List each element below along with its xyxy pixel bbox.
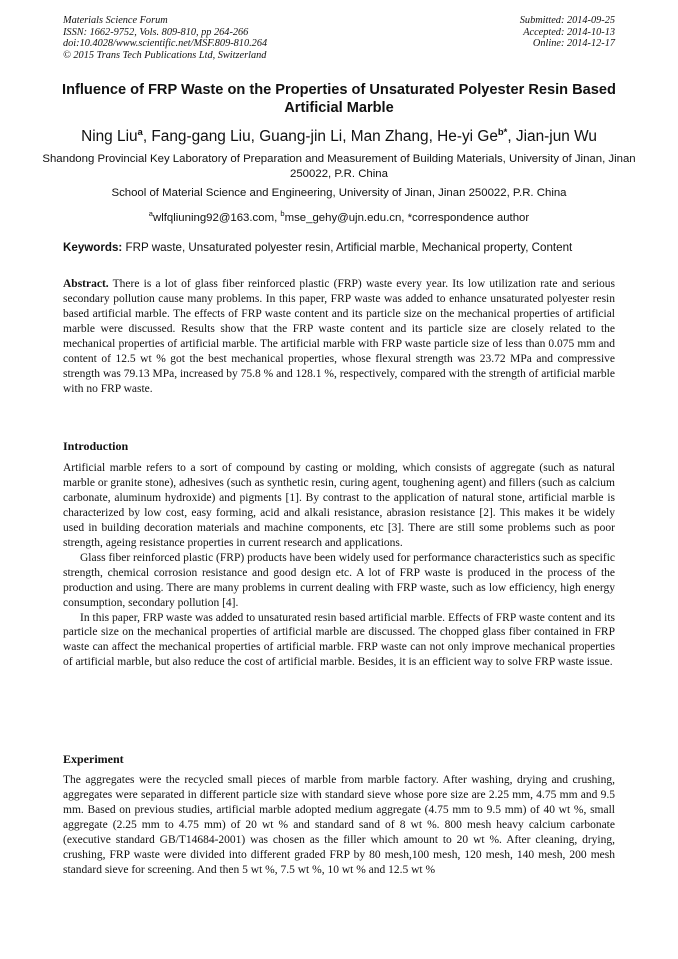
affiliation-1: Shandong Provincial Key Laboratory of Preparation and Measurement of Building Materials, University of Jinan, Jinan 250022, P.R. China: [42, 153, 636, 180]
accepted-date: Accepted: 2014-10-13: [523, 26, 615, 38]
paragraph: The aggregates were the recycled small pieces of marble from marble factory. After washing, drying and crushing, aggregates were separated in different particle size with standard sieve whose pore size are 2.25 mm, 4.75 mm and 9.5 mm. Based on previous studies, artificial marble adopted medium aggregate (4.75 mm to 9.5 mm) of 40 wt %, small aggregate (2.25 mm to 4.75 mm) of 20 wt % and standard sand of 8 wt %. 800 mesh heavy calcium carbonate (executive standard GB/T14684-2001) was chosen as the filler which amount to 20 wt %. After cleaning, drying, crushing, FRP waste were divided into different graded FRP by 80 mesh,100 mesh, 120 mesh, 140 mesh, 200 mesh standard sieve for screening. And then 5 wt %, 7.5 wt %, 10 wt % and 12.5 wt %: [63, 774, 615, 876]
online-date: Online: 2014-12-17: [532, 38, 615, 50]
email-superscript: a: [148, 209, 153, 218]
keywords: [63, 240, 623, 255]
paragraph: In this paper, FRP waste was added to unsaturated resin based artificial marble. Effects of FRP waste content and its particle size on the mechanical properties of artificial marble are discussed. The chopped glass fiber contained in FRP waste can affect the mechanical properties of artificial marble. FRP waste can not only improve mechanical properties of artificial marble, but also reduce the cost of artificial marble. Besides, it is an efficient way to solve FRP waste issue.: [63, 611, 615, 669]
submitted-date: Submitted: 2014-09-25: [519, 15, 615, 26]
paragraph: Glass fiber reinforced plastic (FRP) products have been widely used for performance characteristics such as specific strength, chemical corrosion resistance and good design etc. A lot of FRP waste is produced in the process of the production and using. There are many problems in current dealing with FRP waste, such as low efficiency, high energy consumption, secondary pollution [4].: [63, 551, 615, 609]
doi-line: doi:10.4028/www.scientific.net/MSF.809-810.264: [63, 38, 268, 50]
keywords-text: FRP waste, Unsaturated polyester resin, Artificial marble, Mechanical property, Content: [122, 241, 573, 254]
experiment-body: [63, 773, 615, 878]
author-superscript: a: [137, 127, 143, 138]
author-name: Ning Liu: [81, 128, 138, 146]
introduction-body: [63, 461, 615, 670]
abstract-text: There is a lot of glass fiber reinforced plastic (FRP) waste every year. Its low utilization rate and serious secondary pollution cause many problems. In this paper, FRP waste was added to enhance unsaturated polyester resin based artificial marble. The effects of FRP waste content and its particle size on the mechanical properties of artificial marble were discussed. Results show that the FRP waste content and its particle size are closely related to the mechanical properties of artificial marble. The artificial marble with FRP waste particle size of less than 0.075 mm and content of 12.5 wt % got the best mechanical properties, whose flexural strength was 23.72 MPa and compressive strength was 79.13 MPa, increased by 75.8 % and 128.1 %, respectively, compared with the strength of artificial marble with no FRP waste.: [63, 278, 615, 395]
email-link[interactable]: wlfqliuning92@163.com,: [152, 211, 281, 224]
abstract-label: Abstract.: [63, 278, 109, 290]
abstract: [63, 277, 615, 397]
author-list: [20, 124, 658, 146]
journal-info: [63, 15, 267, 61]
issn-line: ISSN: 1662-9752, Vols. 809-810, pp 264-266: [63, 26, 249, 38]
email-line: [40, 206, 638, 226]
journal-name: Materials Science Forum: [63, 15, 168, 26]
publication-dates: [520, 15, 615, 50]
email-link[interactable]: mse_gehy@ujn.edu.cn, *correspondence author: [284, 211, 530, 224]
author-names: , Jian-jun Wu: [507, 128, 597, 146]
section-heading-experiment: Experiment: [63, 752, 124, 766]
copyright-line: © 2015 Trans Tech Publications Ltd, Switzerland: [63, 49, 267, 61]
section-heading-introduction: Introduction: [63, 439, 129, 453]
email-superscript: b: [280, 209, 285, 218]
author-names: , Fang-gang Liu, Guang-jin Li, Man Zhang, He-yi Ge: [142, 128, 498, 146]
affiliation-2: School of Material Science and Engineering, University of Jinan, Jinan 250022, P.R. China: [111, 187, 567, 199]
paper-title: Influence of FRP Waste on the Properties of Unsaturated Polyester Resin Based Artificial Marble: [62, 82, 616, 116]
keywords-label: Keywords:: [63, 241, 123, 254]
paragraph: Artificial marble refers to a sort of compound by casting or molding, which consists of aggregate (such as natural marble or granite stone), adhesives (such as synthetic resin, curing agent, toughening agent) and fillers (such as calcium carbonate, aluminum hydroxide) and pigments [1]. By contrast to the application of natural stone, artificial marble is characterized by low cost, easy forming, acid and alkali resistance, abrasion resistance [2]. This makes it be widely used in building decoration materials and machine components, etc [3]. There are still some problems such as poor strength, ageing resistance properties in current research and applications.: [63, 462, 615, 549]
author-superscript: b*: [497, 127, 508, 138]
